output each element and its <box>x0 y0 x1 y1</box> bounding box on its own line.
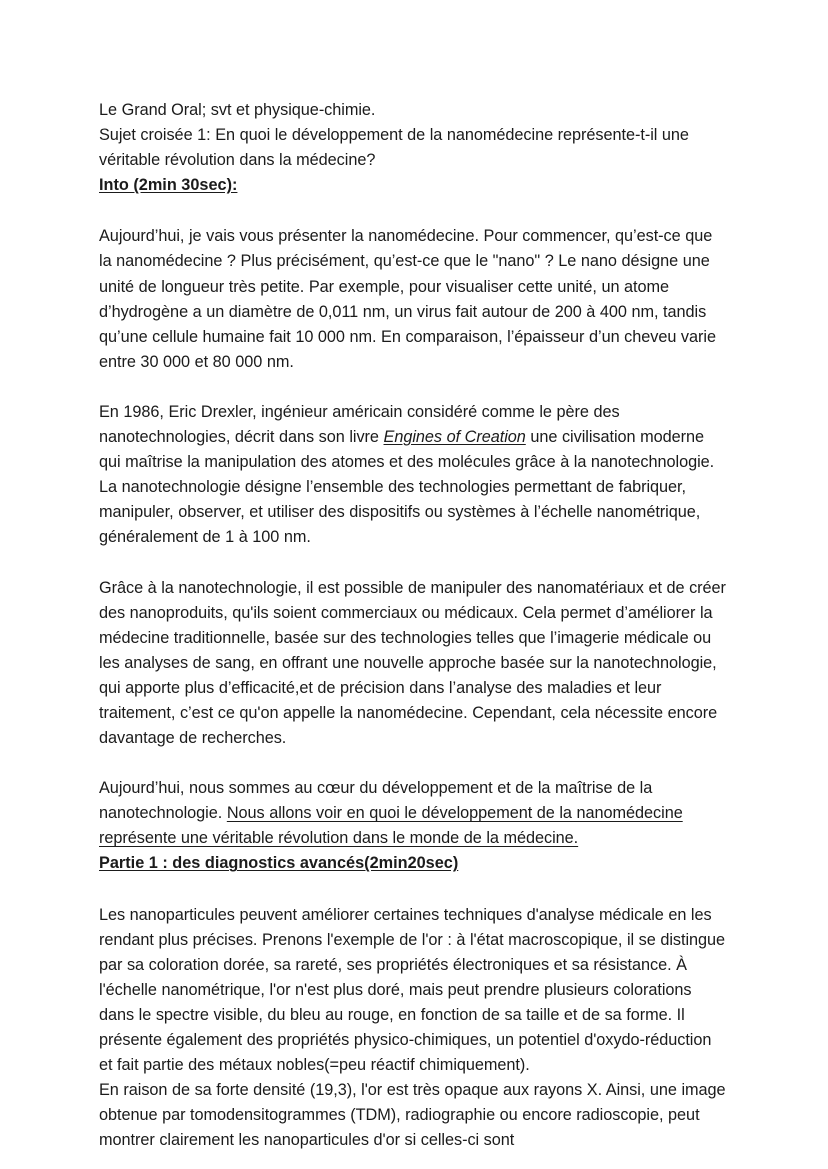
paragraph-partie-1: Les nanoparticules peuvent améliorer certaines techniques d'analyse médicale en les rendant plus précises. Prenons l'exemple de l'or : à l'état macroscopique, il se distingue par sa coloration dorée, sa rareté, ses propriétés électroniques et sa résistance. À l'échelle nanométrique, l'or n'est plus doré, mais peut prendre plusieurs colorations dans le spectre visible, du bleu au rouge, en fonction de sa taille et de sa forme. Il présente également des propriétés physico-chimiques, un potentiel d'oxydo-réduction et fait partie des métaux nobles(=peu réactif chimiquement). <box>99 905 726 1075</box>
transition-text-plain: Aujourd’hui, nous sommes au cœur du développement et de la maîtrise de la nanotechnologie. <box>99 779 653 823</box>
heading-intro: Into (2min 30sec): <box>99 176 238 195</box>
document-question-line: Sujet croisée 1: En quoi le développement de la nanomédecine représente-t-il une véritable révolution dans la médecine? <box>99 126 689 170</box>
book-title-engines-of-creation: Engines of Creation <box>383 428 526 447</box>
drexler-text-before: En 1986, Eric Drexler, ingénieur américain considéré comme le père des nanotechnologies, décrit dans son livre <box>99 402 620 447</box>
paragraph-nanotechnology: Grâce à la nanotechnologie, il est possible de manipuler des nanomatériaux et de créer des nanoproduits, qu'ils soient commerciaux ou médicaux. Cela permet d’améliorer la médecine traditionnelle, basée sur des technologies telles que l’imagerie médicale ou les analyses de sang, en offrant une nouvelle approche basée sur la nanotechnologie, qui apporte plus d’efficacité,et de précision dans l’analyse des maladies et leur traitement, c’est ce qu'on appelle la nanomédecine. Cependant, cela nécessite encore davantage de recherches. <box>99 578 726 748</box>
paragraph-drexler <box>99 400 727 551</box>
paragraph-intro: Aujourd’hui, je vais vous présenter la nanomédecine. Pour commencer, qu’est-ce que la nanomédecine ? Plus précisément, qu’est-ce que le "nano" ? Le nano désigne une unité de longueur très petite. Par exemple, pour visualiser cette unité, un atome d’hydrogène a un diamètre de 0,011 nm, un virus fait autour de 200 à 400 nm, tandis qu’une cellule humaine fait 10 000 nm. En comparaison, l’épaisseur d’un cheveu varie entre 30 000 et 80 000 nm. <box>99 227 716 371</box>
drexler-text-after: une civilisation moderne qui maîtrise la manipulation des atomes et des molécules grâce à la nanotechnologie. La nanotechnologie désigne l’ensemble des technologies permettant de fabriquer, manipuler, observer, et utiliser des dispositifs ou systèmes à l’échelle nanométrique, généralement de 1 à 100 nm. <box>99 428 715 547</box>
heading-partie-1: Partie 1 : des diagnostics avancés(2min20sec) <box>99 854 459 873</box>
title-block <box>99 98 727 173</box>
transition-text-underlined: Nous allons voir en quoi le développement de la nanomédecine représente une véritable révolution dans le monde de la médecine. <box>99 804 683 848</box>
document-body <box>99 98 727 1153</box>
paragraph-partie-1-continued: En raison de sa forte densité (19,3), l'or est très opaque aux rayons X. Ainsi, une image obtenue par tomodensitogrammes (TDM), radiographie ou encore radioscopie, peut montrer clairement les nanoparticules d'or si celles-ci sont <box>99 1081 726 1150</box>
paragraph-transition <box>99 776 727 851</box>
document-subject-line: Le Grand Oral; svt et physique-chimie. <box>99 101 376 119</box>
